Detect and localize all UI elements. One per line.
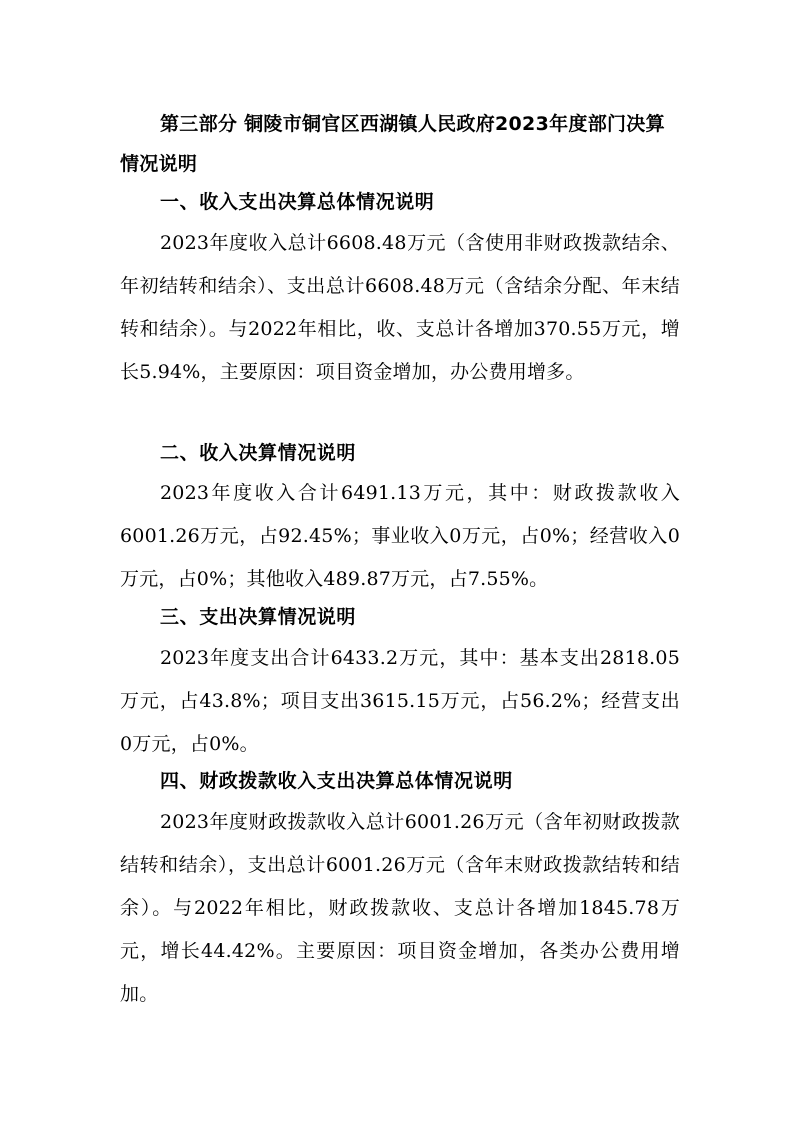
document-title: 第三部分 铜陵市铜官区西湖镇人民政府2023年度部门决算情况说明 [120, 113, 665, 175]
section-heading-1: 一、收入支出决算总体情况说明 [160, 191, 435, 213]
section-heading-3: 三、支出决算情况说明 [160, 606, 357, 628]
section-body-1: 2023年度收入总计6608.48万元（含使用非财政拨款结余、年初结转和结余）、支出总计6608.48万元（含结余分配、年末结转和结余）。与2022年相比，收、支总计各增加370.55万元，增长5.94%，主要原因：项目资金增加，办公费用增多。 [120, 232, 680, 383]
section-body-3: 2023年度支出合计6433.2万元，其中：基本支出2818.05万元，占43.8%；项目支出3615.15万元，占56.2%；经营支出0万元，占0%。 [120, 647, 680, 755]
section-heading-2: 二、收入决算情况说明 [160, 442, 357, 464]
section-heading-4: 四、财政拨款收入支出决算总体情况说明 [160, 770, 513, 792]
section-body-4: 2023年度财政拨款收入总计6001.26万元（含年初财政拨款结转和结余），支出总计6001.26万元（含年末财政拨款结转和结余）。与2022年相比，财政拨款收、支总计各增加1845.78万元，增长44.42%。主要原因：项目资金增加，各类办公费用增加。 [120, 811, 680, 1005]
section-body-2: 2023年度收入合计6491.13万元，其中：财政拨款收入6001.26万元，占92.45%；事业收入0万元，占0%；经营收入0万元，占0%；其他收入489.87万元，占7.55%。 [120, 482, 680, 590]
